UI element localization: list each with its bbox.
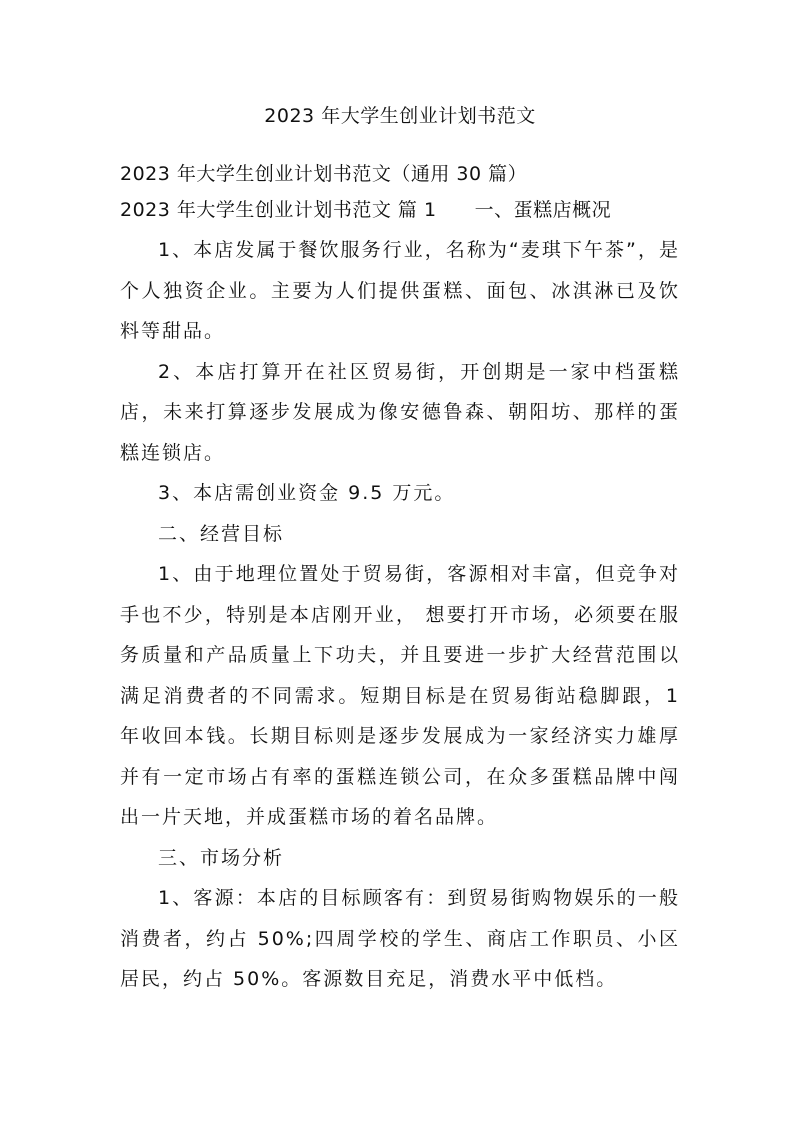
paragraph-2: 2、本店打算开在社区贸易街，开创期是一家中档蛋糕店，未来打算逐步发展成为像安德鲁森、朝阳坊、那样的蛋糕连锁店。 [120, 360, 680, 464]
heading-business-goals: 二、经营目标 [158, 522, 285, 545]
paragraph-5: 1、客源：本店的目标顾客有：到贸易街购物娱乐的一般消费者，约占 50%;四周学校的学生、商店工作职员、小区居民，约占 50%。客源数目充足，消费水平中低档。 [120, 887, 680, 990]
paragraph-1: 1、本店发属于餐饮服务行业，名称为“麦琪下午茶”，是个人独资企业。主要为人们提供蛋糕、面包、冰淇淋已及饮料等甜品。 [120, 239, 680, 342]
paragraph-4: 1、由于地理位置处于贸易街，客源相对丰富，但竞争对手也不少，特别是本店刚开业， 想要打开市场，必须要在服务质量和产品质量上下功夫，并且要进一步扩大经营范围以满足消费者的不同需求。短期目标是在贸易街站稳脚跟，1 年收回本钱。长期目标则是逐步发展成为一家经济实力雄厚并有一定市场占有率的蛋糕连锁公司，在众多蛋糕品牌中闯出一片天地，并成蛋糕市场的着名品牌。 [120, 563, 680, 828]
heading-market-analysis: 三、市场分析 [158, 846, 285, 869]
paragraph-3: 3、本店需创业资金 9.5 万元。 [158, 482, 456, 504]
section-heading: 一、蛋糕店概况 [474, 199, 612, 221]
document-subtitle: 2023 年大学生创业计划书范文（通用 30 篇） [120, 163, 528, 185]
section-label: 2023 年大学生创业计划书范文 篇 1 [120, 199, 437, 221]
document-body [120, 98, 680, 1000]
document-title: 2023 年大学生创业计划书范文 [264, 105, 536, 127]
section-line [120, 192, 680, 228]
